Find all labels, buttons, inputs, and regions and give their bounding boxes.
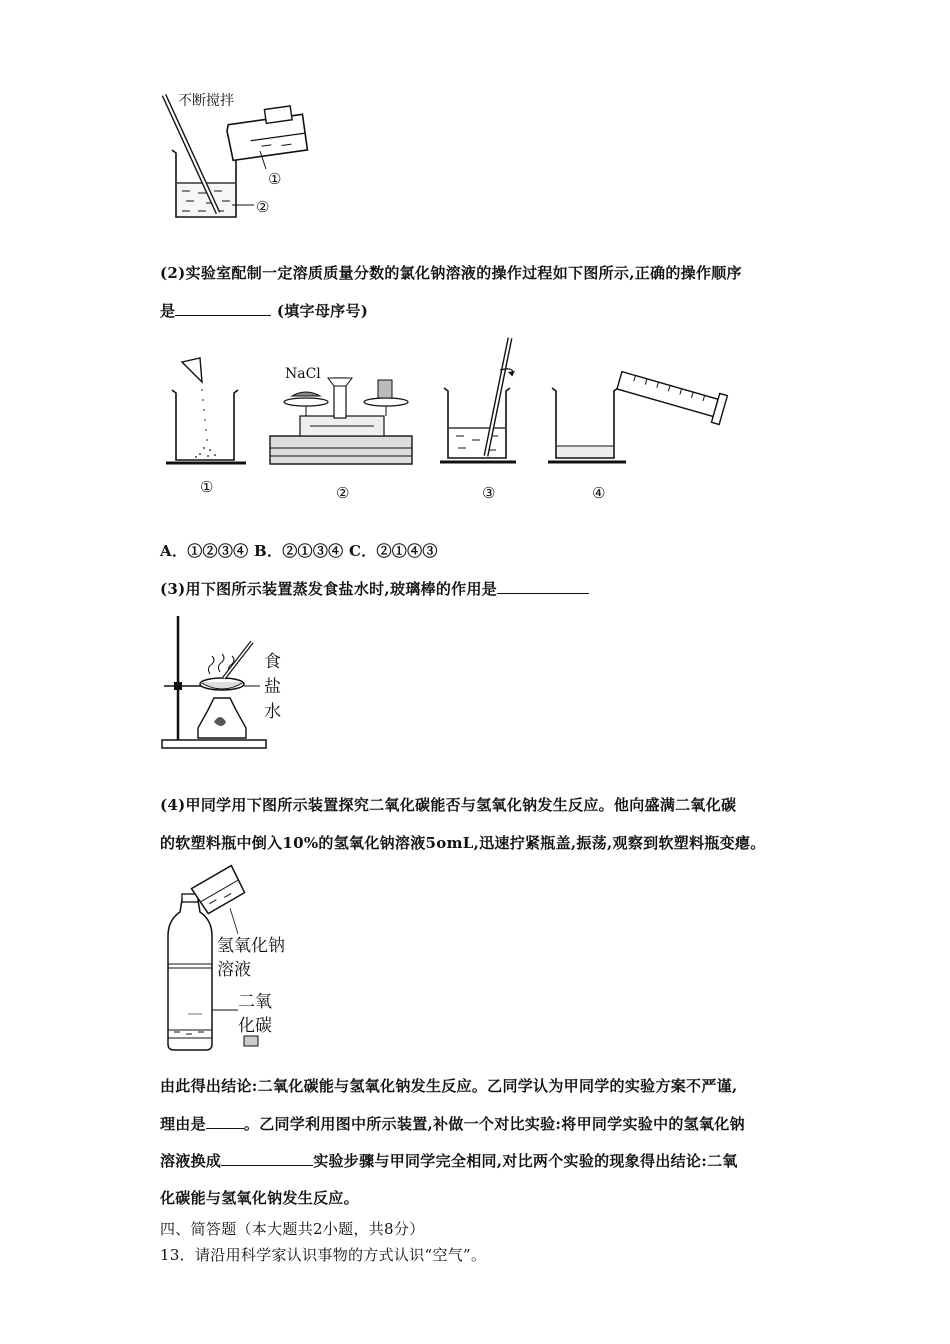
q4-reason-prefix: 理由是 xyxy=(160,1115,206,1133)
q4-conclusion-line4: 化碳能与氢氧化钠发生反应。 xyxy=(160,1189,359,1207)
saltwater-char-3: 水 xyxy=(264,702,281,722)
q2-line2 xyxy=(160,300,368,321)
q4-line2: 的软塑料瓶中倒入10%的氢氧化钠溶液5omL,迅速拧紧瓶盖,振荡,观察到软塑料瓶变瘪。 xyxy=(160,834,766,852)
nacl-label: NaCl xyxy=(285,366,321,382)
q4-replace-suffix: 实验步骤与甲同学完全相同,对比两个实验的现象得出结论:二氧 xyxy=(313,1152,738,1170)
q2-line1: (2)实验室配制一定溶质质量分数的氯化钠溶液的操作过程如下图所示,正确的操作顺序 xyxy=(160,264,742,282)
co2-label-line2: 化碳 xyxy=(238,1016,272,1036)
q3-line xyxy=(160,578,589,599)
q4-conclusion-line2 xyxy=(160,1113,745,1134)
step-label-1: ① xyxy=(200,478,214,496)
q4-reason-suffix: 。乙同学利用图中所示装置,补做一个对比实验:将甲同学实验中的氢氧化钠 xyxy=(243,1115,745,1133)
step-label-3: ③ xyxy=(482,484,496,502)
co2-label xyxy=(238,990,272,1038)
saltwater-char-1: 食 xyxy=(264,652,281,672)
q2-options: A．①②③④ B．②①③④ C．②①④③ xyxy=(160,542,438,560)
step2-drawing xyxy=(270,378,412,464)
naoh-label xyxy=(217,934,285,982)
step-label-2: ② xyxy=(336,484,350,502)
q4-replace-prefix: 溶液换成 xyxy=(160,1152,222,1170)
q13-text: 13．请沿用科学家认识事物的方式认识“空气”。 xyxy=(160,1246,487,1264)
co2-label-line1: 二氧 xyxy=(238,992,272,1012)
q4-line1: (4)甲同学用下图所示装置探究二氧化碳能否与氢氧化钠发生反应。他向盛满二氧化碳 xyxy=(160,796,737,814)
stirring-figure xyxy=(150,85,320,225)
step4-drawing xyxy=(548,366,727,462)
stir-label: 不断搅拌 xyxy=(178,93,234,109)
marker-2: ② xyxy=(256,198,270,216)
q2-line2-prefix: 是 xyxy=(160,302,176,320)
naoh-label-line1: 氢氧化钠 xyxy=(217,936,285,956)
step1-drawing xyxy=(166,358,246,463)
q4-reason-blank[interactable] xyxy=(206,1114,244,1129)
nacl-procedure-figure xyxy=(160,330,740,480)
section4-heading: 四、简答题（本大题共2小题，共8分） xyxy=(160,1220,425,1238)
saltwater-label xyxy=(264,650,284,725)
naoh-label-line2: 溶液 xyxy=(217,960,251,980)
q4-conclusion-line1: 由此得出结论:二氧化碳能与氢氧化钠发生反应。乙同学认为甲同学的实验方案不严谨, xyxy=(160,1077,738,1095)
q4-replace-blank[interactable] xyxy=(221,1151,313,1166)
step3-drawing xyxy=(440,338,516,462)
marker-1: ① xyxy=(268,170,282,188)
q3-answer-blank[interactable] xyxy=(497,579,589,594)
q4-conclusion-line3 xyxy=(160,1150,738,1171)
step-label-4: ④ xyxy=(592,484,606,502)
q3-text: (3)用下图所示装置蒸发食盐水时,玻璃棒的作用是 xyxy=(160,580,498,598)
evaporation-figure xyxy=(160,612,270,754)
q2-answer-blank[interactable] xyxy=(175,301,271,316)
saltwater-char-2: 盐 xyxy=(264,677,281,697)
q2-line2-suffix: (填字母序号) xyxy=(276,302,369,320)
